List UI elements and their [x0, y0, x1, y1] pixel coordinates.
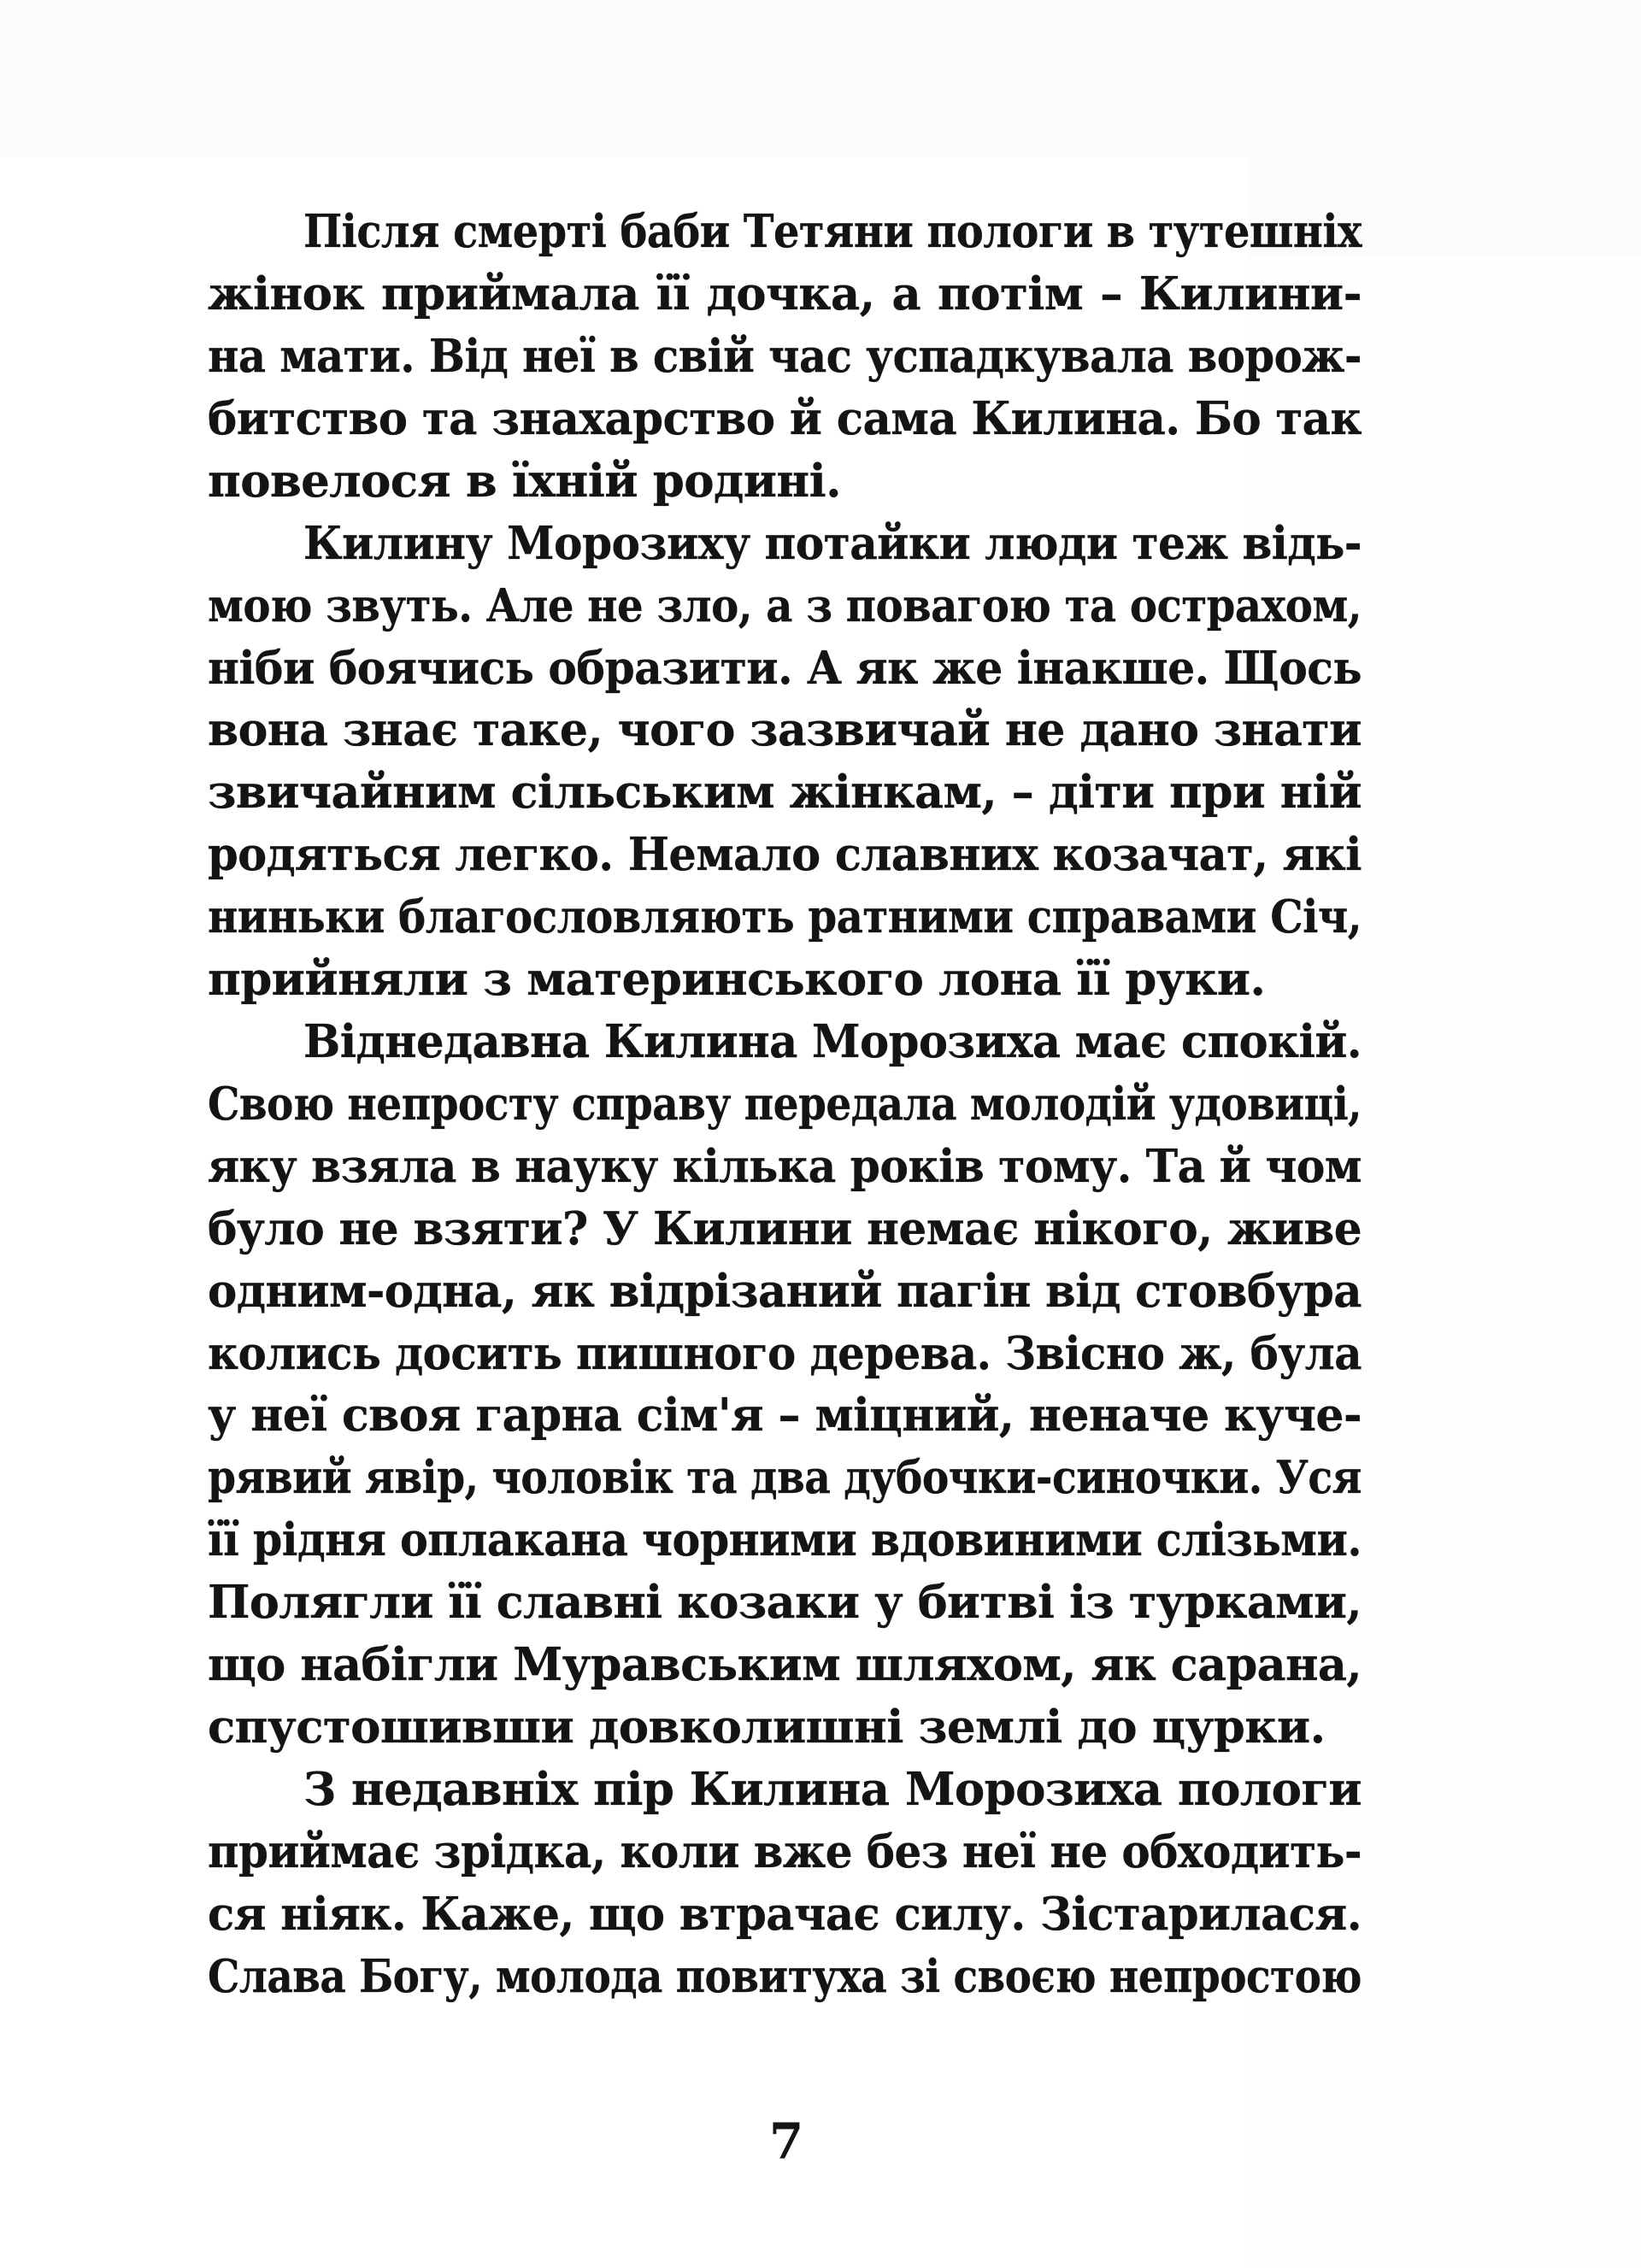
paragraph-4-line-3: ся ніяк. Каже, що втрачає силу. Зістарилася. — [208, 1888, 1362, 1941]
paragraph-2-line-3: ніби боячись образити. А як же інакше. Щось — [208, 642, 1362, 695]
paragraph-2-line-4: вона знає таке, чого зазвичай не дано знати — [208, 703, 1362, 756]
paragraph-2-line-2: мою звуть. Але не зло, а з повагою та острахом, — [208, 579, 1362, 632]
paragraph-3-line-1: Віднедавна Килина Морозиха має спокій. — [303, 1015, 1362, 1068]
paragraph-1-line-1: Після смерті баби Тетяни пологи в тутешніх — [303, 205, 1362, 258]
paragraph-3-line-5: одним-одна, як відрізаний пагін від стовбура — [208, 1265, 1362, 1318]
paragraph-2-line-7: ниньки благословляють ратними справами Січ, — [208, 890, 1362, 943]
paragraph-3-line-2: Свою непросту справу передала молодій удовиці, — [208, 1078, 1362, 1131]
paragraph-3-line-11: що набігли Муравським шляхом, як сарана, — [208, 1638, 1362, 1691]
paragraph-1-line-3: на мати. Від неї в свій час успадкувала ворож- — [208, 330, 1362, 383]
paragraph-3-line-6: колись досить пишного дерева. Звісно ж, була — [208, 1327, 1362, 1380]
paragraph-3-line-7: у неї своя гарна сім'я – міцний, неначе куче- — [208, 1389, 1362, 1442]
paragraph-3-line-8: рявий явір, чоловік та два дубочки-синочки. Уся — [208, 1451, 1362, 1504]
paragraph-4-line-2: приймає зрідка, коли вже без неї не обходить- — [208, 1825, 1362, 1878]
paragraph-2-line-6: родяться легко. Немало славних козачат, які — [208, 828, 1362, 881]
paragraph-1-line-2: жінок приймала її дочка, а потім – Килини- — [208, 267, 1362, 320]
paragraph-3-line-4: було не взяти? У Килини немає нікого, живе — [208, 1202, 1362, 1255]
page-number: 7 — [768, 2112, 804, 2171]
paragraph-3-line-12: спустошивши довколишні землі до цурки. — [208, 1701, 1326, 1754]
paragraph-3-line-10: Полягли її славні козаки у битві із турками, — [208, 1576, 1362, 1629]
paragraph-2-line-8: прийняли з материнського лона її руки. — [208, 953, 1266, 1006]
paragraph-2-line-5: звичайним сільським жінкам, – діти при ній — [208, 766, 1362, 819]
paragraph-2-line-1: Килину Морозиху потайки люди теж відь- — [303, 517, 1362, 570]
paragraph-4-line-4: Слава Богу, молода повитуха зі своєю непростою — [208, 1950, 1362, 2003]
paragraph-1-line-5: повелося в їхній родині. — [208, 455, 842, 508]
paragraph-1-line-4: битство та знахарство й сама Килина. Бо так — [208, 392, 1362, 445]
paragraph-4-line-1: З недавніх пір Килина Морозиха пологи — [303, 1763, 1362, 1816]
paragraph-3-line-9: її рідня оплакана чорними вдовиними слізьми. — [208, 1513, 1362, 1566]
paragraph-3-line-3: яку взяла в науку кілька років тому. Та й чом — [208, 1140, 1362, 1193]
